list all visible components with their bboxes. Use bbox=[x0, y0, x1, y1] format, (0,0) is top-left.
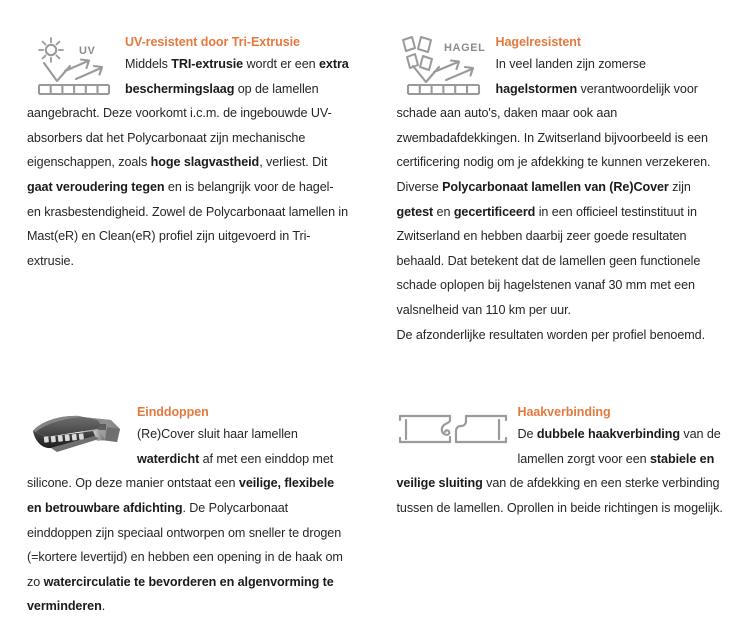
feature-text-uv: Middels TRI-extrusie wordt er een extra beschermingslaag op de lamellen aangebracht. Deze voorkomt i.c.m. de ingebouwde UV-absorbers dat het Polycarbonaat zijn mechanische eigenschappen, zoals hoge slagvastheid, verliest. Dit gaat veroudering tegen en is belangrijk voor de hagel- en krasbestendigheid. Zowel de Polycarbonaat lamellen in Mast(eR) en Clean(eR) profiel zijn uitgevoerd in Tri-extrusie. bbox=[27, 52, 350, 273]
hook-connection-icon bbox=[398, 409, 508, 449]
feature-text-hagel-2: De afzonderlijke resultaten worden per profiel benoemd. bbox=[397, 323, 728, 348]
hail-icon-label: HAGEL bbox=[444, 42, 486, 54]
feature-block-einddoppen bbox=[0, 403, 378, 619]
end-cap-icon bbox=[27, 411, 125, 459]
feature-heading-einddoppen: Einddoppen bbox=[27, 403, 350, 421]
feature-row-bottom bbox=[0, 347, 755, 619]
feature-heading-haakverbinding: Haakverbinding bbox=[397, 403, 728, 421]
feature-block-hagel bbox=[378, 33, 755, 347]
uv-resistance-icon bbox=[31, 35, 115, 97]
feature-text-haakverbinding: De dubbele haakverbinding van de lamellen zorgt voor een stabiele en veilige sluiting van de afdekking en een sterke verbinding tussen de lamellen. Oprollen in beide richtingen is mogelijk. bbox=[397, 422, 728, 520]
uv-icon-label: UV bbox=[79, 45, 96, 57]
feature-heading-hagel: Hagelresistent bbox=[397, 33, 728, 51]
feature-text-hagel: In veel landen zijn zomerse hagelstormen verantwoordelijk voor schade aan auto's, daken maar ook aan zwembadafdekkingen. In Zwitserland bijvoorbeeld is een certificering nodig om je afdekking te kunnen verzekeren. Diverse Polycarbonaat lamellen van (Re)Cover zijn getest en gecertificeerd in een officieel testinstituut in Zwitserland en hebben daarbij zeer goede resultaten behaald. Dat betekent dat de lamellen geen functionele schade oplopen bij hagelstenen vanaf 30 mm met een valsnelheid van 110 km per uur. bbox=[397, 52, 728, 323]
feature-text-einddoppen: (Re)Cover sluit haar lamellen waterdicht af met een einddop met silicone. Op deze manier ontstaat een veilige, flexibele en betrouwbare afdichting. De Polycarbonaat einddoppen zijn speciaal ontworpen om sneller te drogen (=kortere levertijd) en hebben een opening in de haak om zo watercirculatie te bevorderen en algenvorming te verminderen. bbox=[27, 422, 350, 619]
feature-block-haakverbinding bbox=[378, 403, 755, 619]
feature-heading-uv: UV-resistent door Tri-Extrusie bbox=[27, 33, 350, 51]
feature-block-uv bbox=[0, 33, 378, 347]
hail-resistance-icon bbox=[400, 35, 486, 97]
